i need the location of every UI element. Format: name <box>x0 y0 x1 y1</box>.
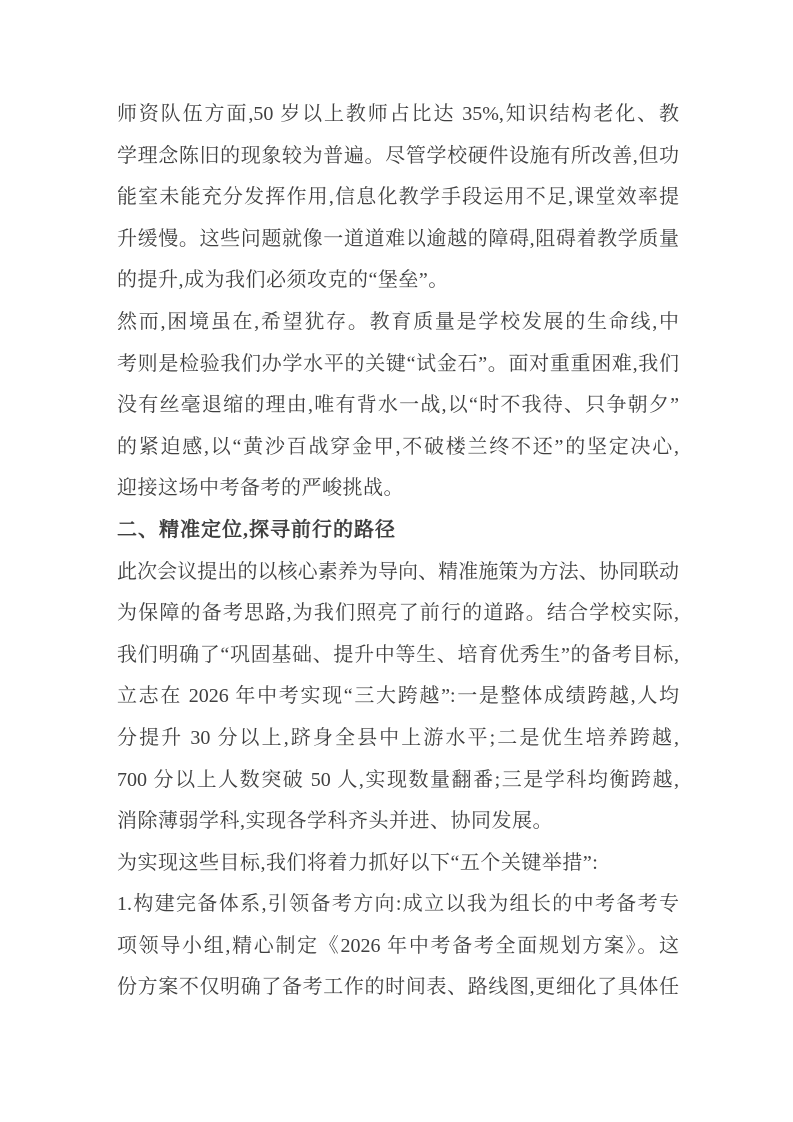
text-line: 考则是检验我们办学水平的关键“试金石”。面对重重困难,我们 <box>117 352 679 375</box>
text-line: 为保障的备考思路,为我们照亮了前行的道路。结合学校实际, <box>117 602 679 625</box>
page-content <box>117 94 679 1009</box>
text-line: 1.构建完备体系,引领备考方向:成立以我为组长的中考备考专 <box>117 893 679 916</box>
paragraph-end-line: 的提升,成为我们必须攻克的“堡垒”。 <box>117 269 449 292</box>
text-line: 然而,困境虽在,希望犹存。教育质量是学校发展的生命线,中 <box>117 310 679 333</box>
text-line: 的紧迫感,以“黄沙百战穿金甲,不破楼兰终不还”的坚定决心, <box>117 435 679 458</box>
paragraph-end-line: 为实现这些目标,我们将着力抓好以下“五个关键举措”: <box>117 851 599 874</box>
text-line: 700 分以上人数突破 50 人,实现数量翻番;三是学科均衡跨越, <box>117 768 679 791</box>
text-line: 立志在 2026 年中考实现“三大跨越”:一是整体成绩跨越,人均 <box>117 685 679 708</box>
paragraph-end-line: 迎接这场中考备考的严峻挑战。 <box>117 477 404 500</box>
text-line: 师资队伍方面,50 岁以上教师占比达 35%,知识结构老化、教 <box>117 103 679 125</box>
section-heading: 二、精准定位,探寻前行的路径 <box>117 518 396 541</box>
text-line: 学理念陈旧的现象较为普遍。尽管学校硬件设施有所改善,但功 <box>117 144 679 167</box>
text-line: 没有丝毫退缩的理由,唯有背水一战,以“时不我待、只争朝夕” <box>117 394 679 417</box>
text-line: 能室未能充分发挥作用,信息化教学手段运用不足,课堂效率提 <box>117 186 679 209</box>
text-line: 此次会议提出的以核心素养为导向、精准施策为方法、协同联动 <box>117 560 679 583</box>
text-line: 份方案不仅明确了备考工作的时间表、路线图,更细化了具体任 <box>117 976 679 999</box>
paragraph-end-line: 消除薄弱学科,实现各学科齐头并进、协同发展。 <box>117 810 553 833</box>
text-line: 分提升 30 分以上,跻身全县中上游水平;二是优生培养跨越, <box>117 726 679 749</box>
text-line: 项领导小组,精心制定《2026 年中考备考全面规划方案》。这 <box>117 934 679 957</box>
text-line: 我们明确了“巩固基础、提升中等生、培育优秀生”的备考目标, <box>117 643 679 666</box>
text-line: 升缓慢。这些问题就像一道道难以逾越的障碍,阻碍着教学质量 <box>117 227 679 250</box>
